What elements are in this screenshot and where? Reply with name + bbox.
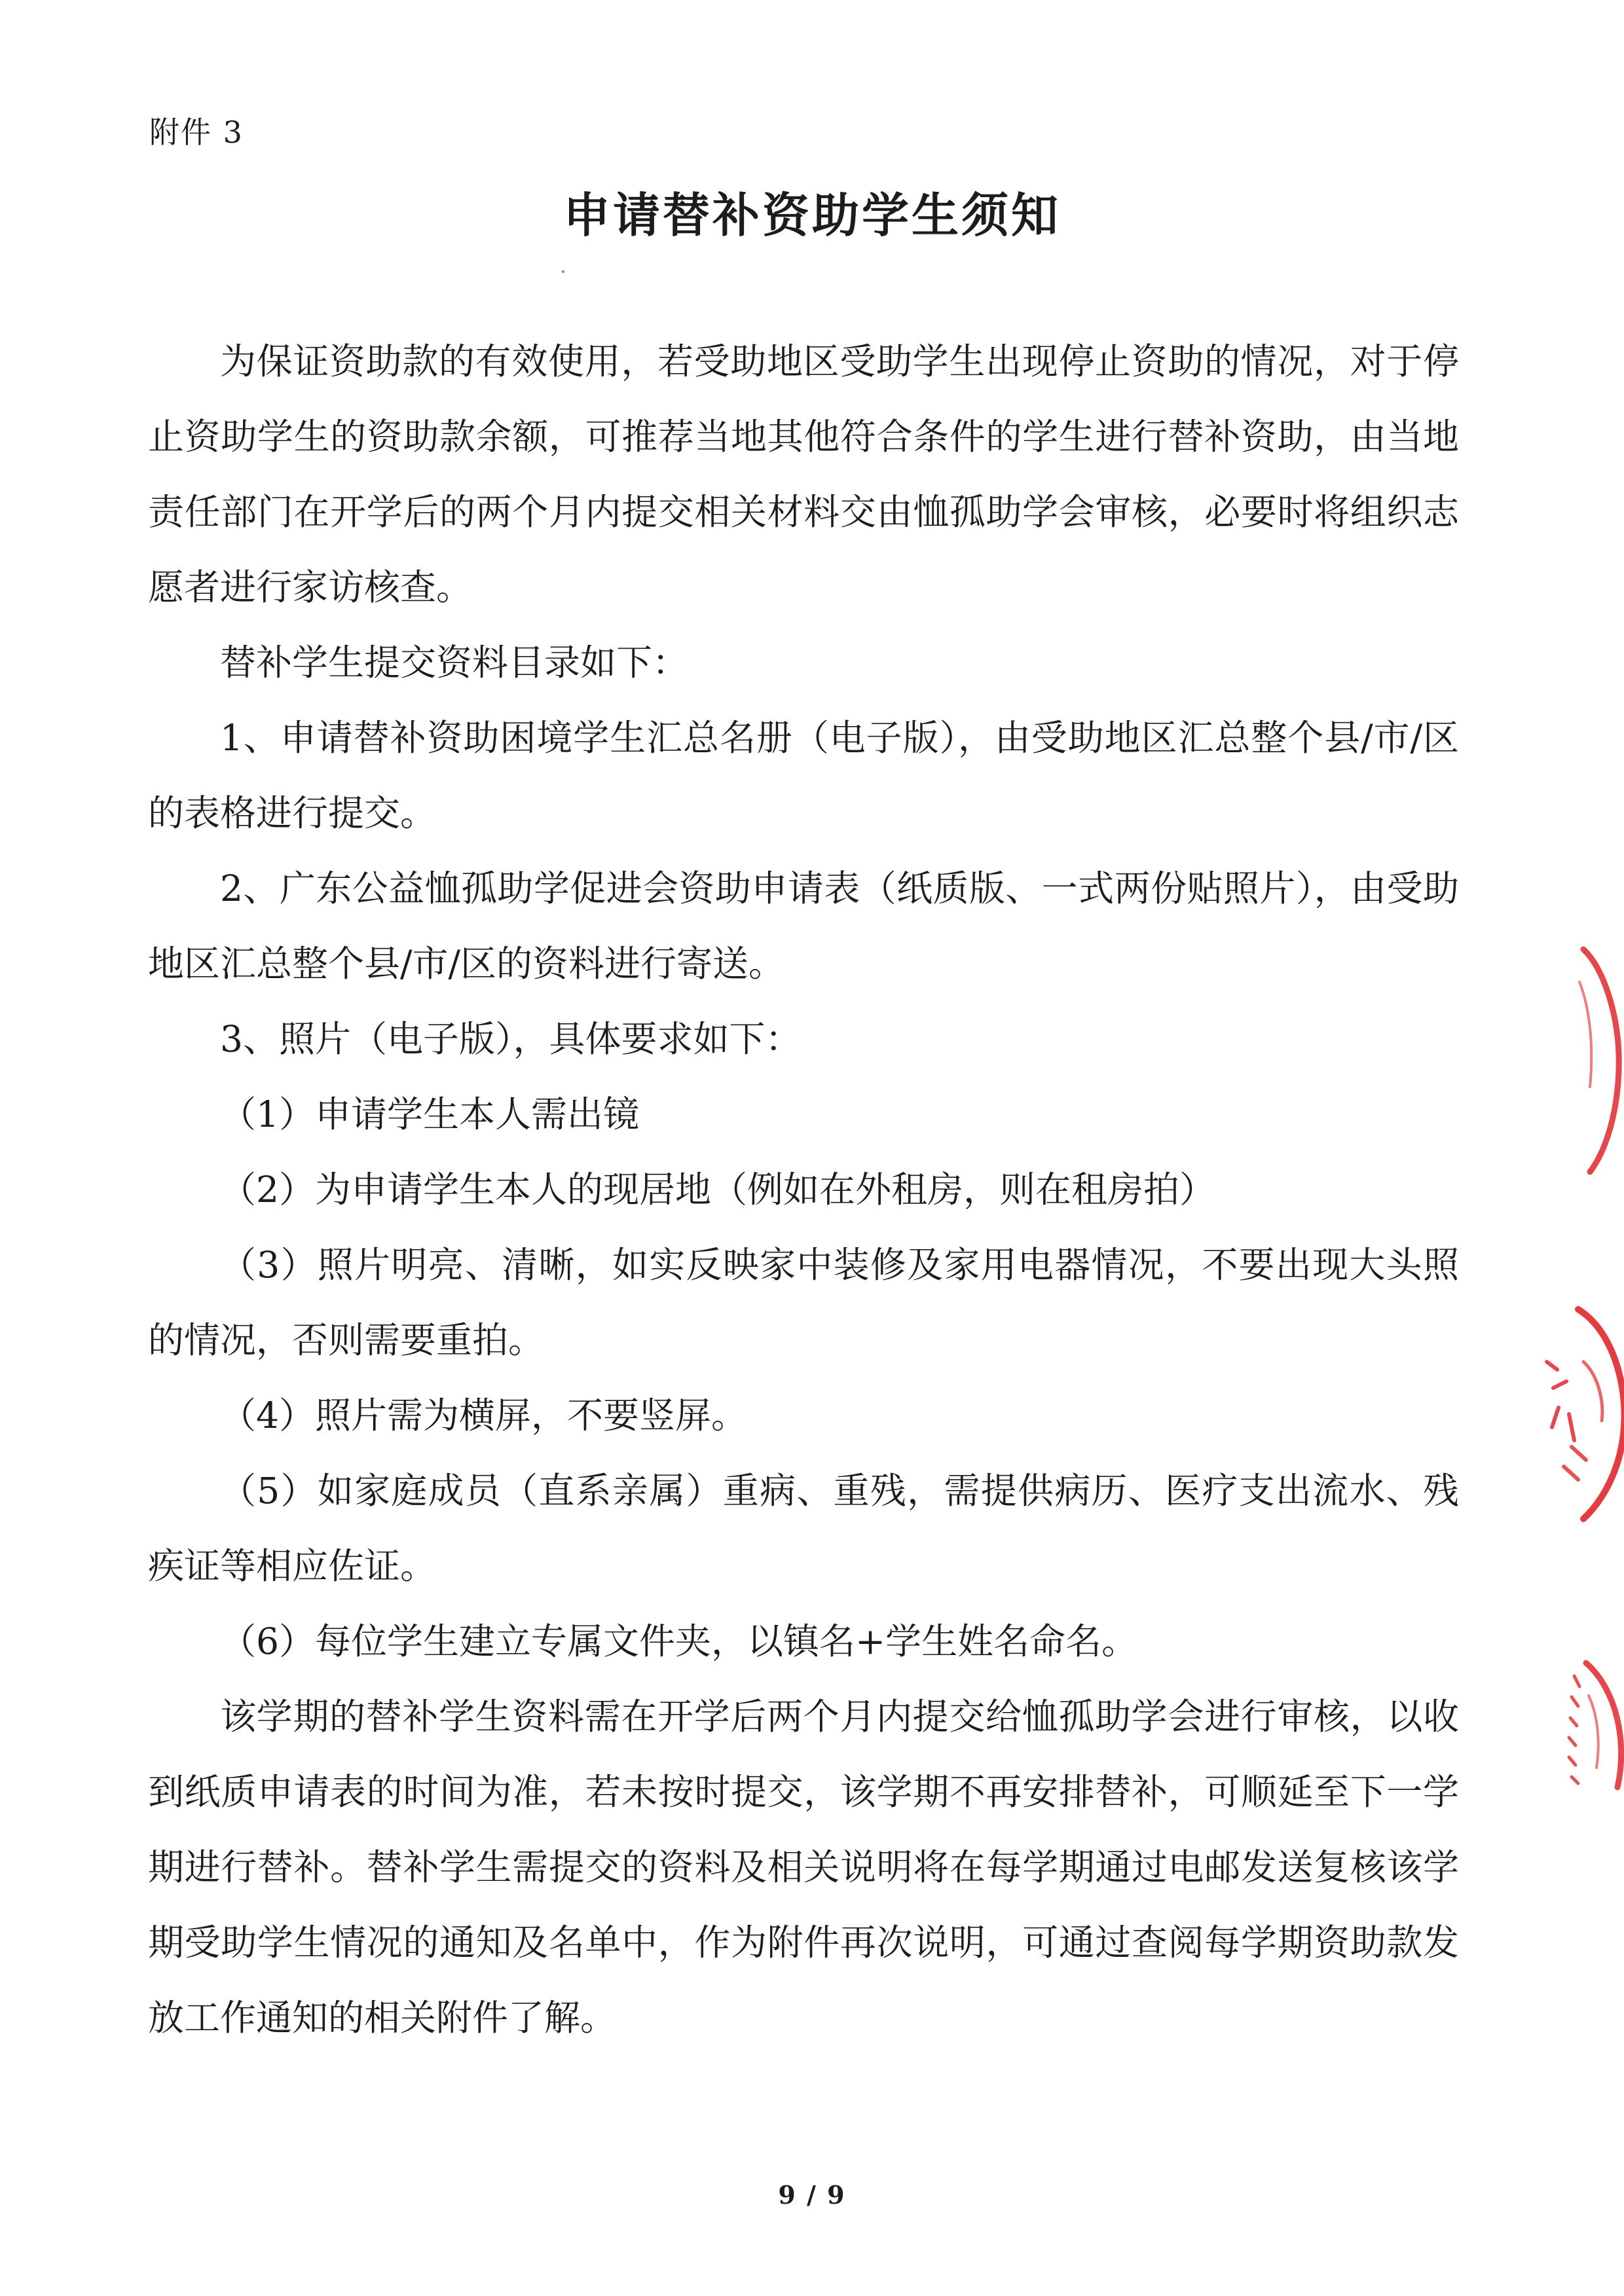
list-item-1: 1、申请替补资助困境学生汇总名册（电子版），由受助地区汇总整个县/市/区的表格进行提交。 [148, 717, 1459, 834]
page-title: 申请替补资助学生须知 [563, 187, 1061, 243]
seal-edge-icon [1506, 903, 1624, 1820]
photo-requirement-4: （4）照片需为横屏，不要竖屏。 [220, 1394, 747, 1436]
materials-heading: 替补学生提交资料目录如下： [220, 642, 689, 683]
photo-requirement-1: （1）申请学生本人需出镜 [220, 1093, 639, 1135]
photo-requirement-5: （5）如家庭成员（直系亲属）重病、重残，需提供病历、医疗支出流水、残疾证等相应佐证。 [148, 1470, 1459, 1587]
photo-requirement-3: （3）照片明亮、清晰，如实反映家中装修及家用电器情况，不要出现大头照的情况，否则需要重拍。 [148, 1244, 1459, 1361]
page-number: 9 / 9 [778, 2180, 846, 2210]
photo-requirement-2: （2）为申请学生本人的现居地（例如在外租房，则在租房拍） [220, 1169, 1215, 1211]
attachment-label: 附件 3 [149, 115, 244, 150]
closing-paragraph: 该学期的替补学生资料需在开学后两个月内提交给恤孤助学会进行审核，以收到纸质申请表的时间为准，若未按时提交，该学期不再安排替补，可顺延至下一学期进行替补。替补学生需提交的资料及相关说明将在每学期通过电邮发送复核该学期受助学生情况的通知及名单中，作为附件再次说明，可通过查阅每学期资助款发放工作通知的相关附件了解。 [148, 1696, 1459, 2039]
list-item-2: 2、广东公益恤孤助学促进会资助申请表（纸质版、一式两份贴照片），由受助地区汇总整个县/市/区的资料进行寄送。 [148, 867, 1459, 985]
intro-paragraph: 为保证资助款的有效使用，若受助地区受助学生出现停止资助的情况，对于停止资助学生的资助款余额，可推荐当地其他符合条件的学生进行替补资助，由当地责任部门在开学后的两个月内提交相关材料交由恤孤助学会审核，必要时将组织志愿者进行家访核查。 [148, 340, 1459, 608]
scan-speck [562, 270, 564, 273]
document-body [148, 324, 1459, 2056]
list-item-3: 3、照片（电子版），具体要求如下： [220, 1018, 802, 1060]
photo-requirement-6: （6）每位学生建立专属文件夹，以镇名+学生姓名命名。 [220, 1620, 1138, 1662]
